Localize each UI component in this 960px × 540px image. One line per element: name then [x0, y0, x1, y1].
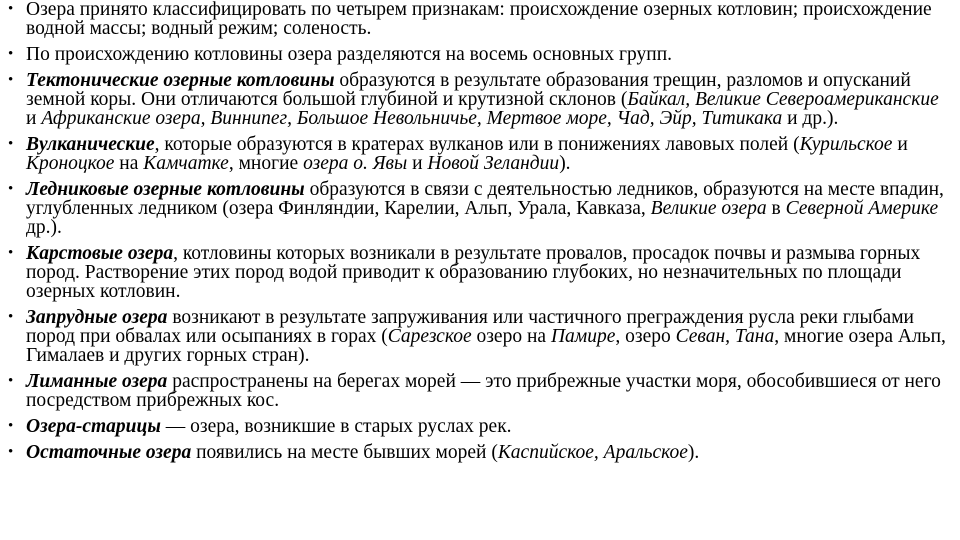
term-highlight: Вулканические [26, 134, 155, 155]
text-segment: ). [559, 153, 571, 174]
place-name: Каспийское, Аральское [497, 442, 688, 463]
place-name: Сарезское [387, 326, 472, 347]
text-segment: появились на месте бывших морей ( [191, 442, 498, 463]
text-segment: По происхождению котловины озера разделяются на восемь основных групп. [26, 44, 673, 65]
place-name: Байкал, Великие Североамериканские [627, 89, 939, 110]
bullet-icon: • [8, 245, 14, 261]
place-name: Кроноцкое [26, 153, 115, 174]
text-segment: на [114, 153, 144, 174]
text-segment: озеро на [471, 326, 551, 347]
bullet-icon: • [8, 72, 14, 88]
term-highlight: Лиманные озера [26, 371, 168, 392]
text-segment: , многие [228, 153, 304, 174]
list-item [4, 180, 954, 237]
term-highlight: Карстовые озера [26, 243, 174, 264]
place-name: Курильское [799, 134, 893, 155]
place-name: Великие озера [650, 198, 767, 219]
bullet-icon: • [8, 373, 14, 389]
term-highlight: Запрудные озера [26, 307, 168, 328]
bullet-icon: • [8, 136, 14, 152]
list-item [4, 372, 954, 410]
place-name: Африканские озера, Виннипег, Большое Невольничье, Мертвое море, Чад, Эйр, Титикака [41, 108, 783, 129]
bullet-icon: • [8, 309, 14, 325]
list-item [4, 0, 954, 38]
term-highlight: Остаточные озера [26, 442, 192, 463]
bullet-icon: • [8, 444, 14, 460]
text-segment: образуются в результате образования трещин, разломов и опусканий земной коры. Они отличаются большой глубиной и крутизной склонов ( [26, 70, 911, 110]
list-item [4, 308, 954, 365]
list-item [4, 45, 954, 64]
list-item [4, 443, 954, 462]
text-segment: , озеро [615, 326, 676, 347]
text-segment: , многие озера Альп, Гималаев и других горных стран). [26, 326, 946, 366]
bullet-icon: • [8, 181, 14, 197]
term-highlight: Тектонические озерные котловины [26, 70, 335, 91]
place-name: Северной Америке [785, 198, 939, 219]
text-segment: образуются в связи с деятельностью ледников, образуются на месте впадин, углубленных ледником (озера Финляндии, Карелии, Альп, Урала, Кавказа, [26, 179, 944, 219]
term-highlight: Озера-старицы [26, 416, 161, 437]
text-segment: и [26, 108, 42, 129]
place-name: озера о. Явы [303, 153, 408, 174]
text-segment: — озера, возникшие в старых руслах рек. [160, 416, 512, 437]
text-segment: , котловины которых возникали в результате провалов, просадок почвы и размыва горных пород. Растворение этих пород водой приводит к образованию глубоких, но незначительных по площади озерных котловин. [26, 243, 921, 302]
place-name: Севан, Тана [675, 326, 775, 347]
text-segment: др.). [26, 217, 62, 238]
bullet-list [4, 0, 954, 469]
place-name: Камчатке [143, 153, 229, 174]
place-name: Новой Зеландии [427, 153, 560, 174]
place-name: Памире [550, 326, 616, 347]
list-item [4, 71, 954, 128]
text-segment: в [766, 198, 786, 219]
bullet-icon: • [8, 418, 14, 434]
text-segment: и др.). [782, 108, 839, 129]
text-segment: и [407, 153, 428, 174]
term-highlight: Ледниковые озерные котловины [26, 179, 305, 200]
text-segment: и [892, 134, 908, 155]
list-item [4, 135, 954, 173]
bullet-icon: • [8, 1, 14, 17]
text-segment: Озера принято классифицировать по четырем признакам: происхождение озерных котловин; происхождение водной массы; водный режим; соленость. [26, 0, 932, 39]
text-segment: распространены на берегах морей — это прибрежные участки моря, обособившиеся от него посредством прибрежных кос. [26, 371, 941, 411]
text-segment: ). [687, 442, 700, 463]
text-segment: возникают в результате запруживания или частичного преграждения русла реки глыбами пород при обвалах или осыпаниях в горах ( [26, 307, 914, 347]
bullet-icon: • [8, 46, 14, 62]
list-item [4, 417, 954, 436]
list-item [4, 244, 954, 301]
text-segment: , которые образуются в кратерах вулканов или в понижениях лавовых полей ( [154, 134, 800, 155]
